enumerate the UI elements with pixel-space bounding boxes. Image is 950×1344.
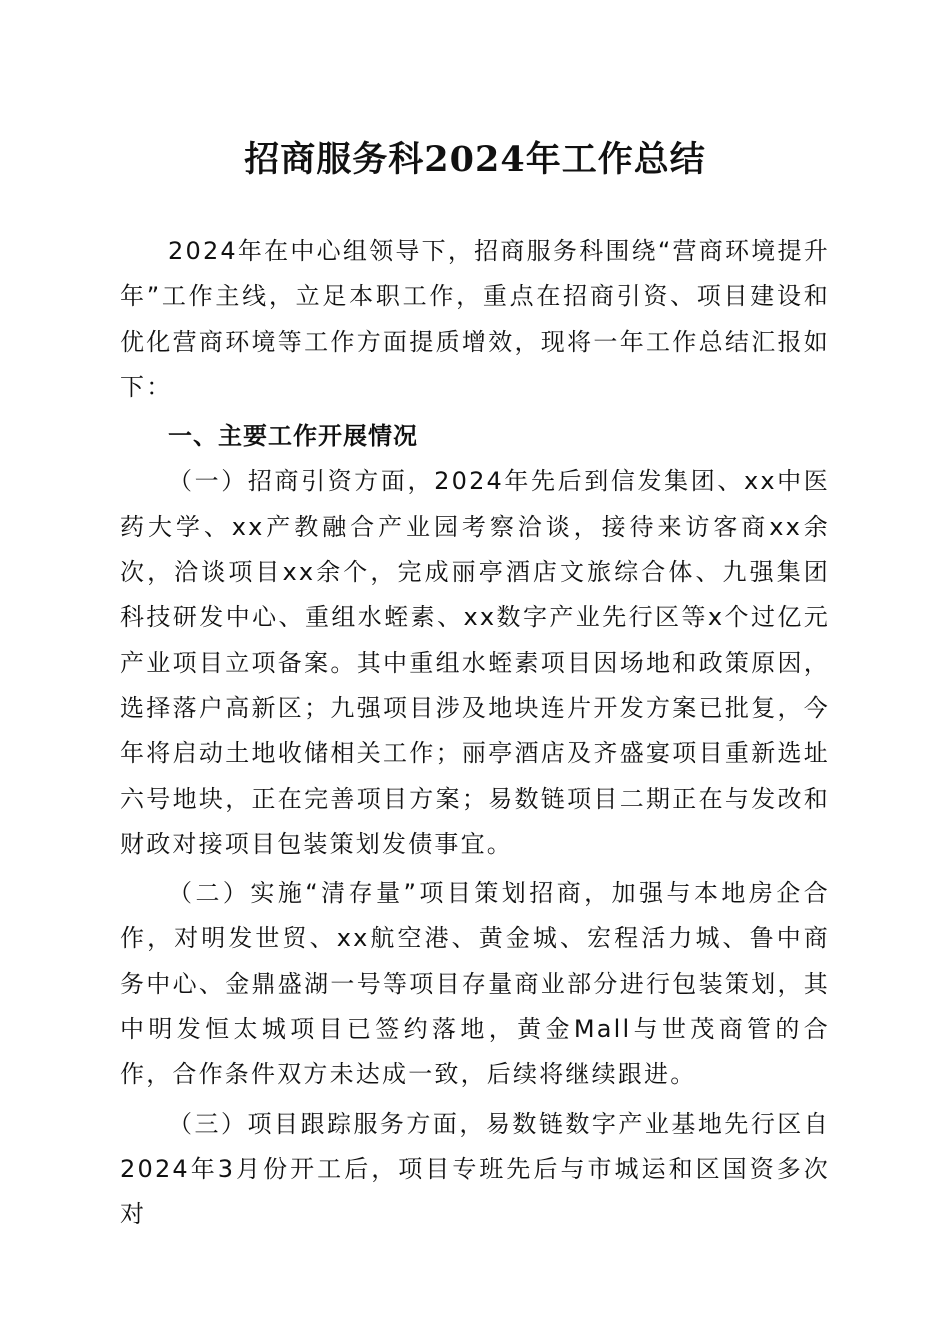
- paragraph-inventory: （二）实施“清存量”项目策划招商，加强与本地房企合作，对明发世贸、xx航空港、黄金城、宏程活力城、鲁中商务中心、金鼎盛湖一号等项目存量商业部分进行包装策划，其中明发恒太城项目已签约落地，黄金Mall与世茂商管的合作，合作条件双方未达成一致，后续将继续跟进。: [120, 879, 830, 1089]
- document-title: 招商服务科2024年工作总结: [244, 139, 706, 180]
- paragraph-investment: （一）招商引资方面，2024年先后到信发集团、xx中医药大学、xx产教融合产业园考察洽谈，接待来访客商xx余次，洽谈项目xx余个，完成丽亭酒店文旅综合体、九强集团科技研发中心、重组水蛭素、xx数字产业先行区等x个过亿元产业项目立项备案。其中重组水蛭素项目因场地和政策原因，选择落户高新区；九强项目涉及地块连片开发方案已批复，今年将启动土地收储相关工作；丽亭酒店及齐盛宴项目重新选址六号地块，正在完善项目方案；易数链项目二期正在与发改和财政对接项目包装策划发债事宜。: [120, 467, 830, 858]
- paragraph-tracking: （三）项目跟踪服务方面，易数链数字产业基地先行区自2024年3月份开工后，项目专班先后与市城运和区国资多次对: [120, 1109, 830, 1229]
- intro-paragraph: 2024年在中心组领导下，招商服务科围绕“营商环境提升年”工作主线，立足本职工作，重点在招商引资、项目建设和优化营商环境等工作方面提质增效，现将一年工作总结汇报如下：: [120, 237, 830, 401]
- document-body: [120, 229, 830, 1238]
- section-heading: 一、主要工作开展情况: [168, 422, 418, 451]
